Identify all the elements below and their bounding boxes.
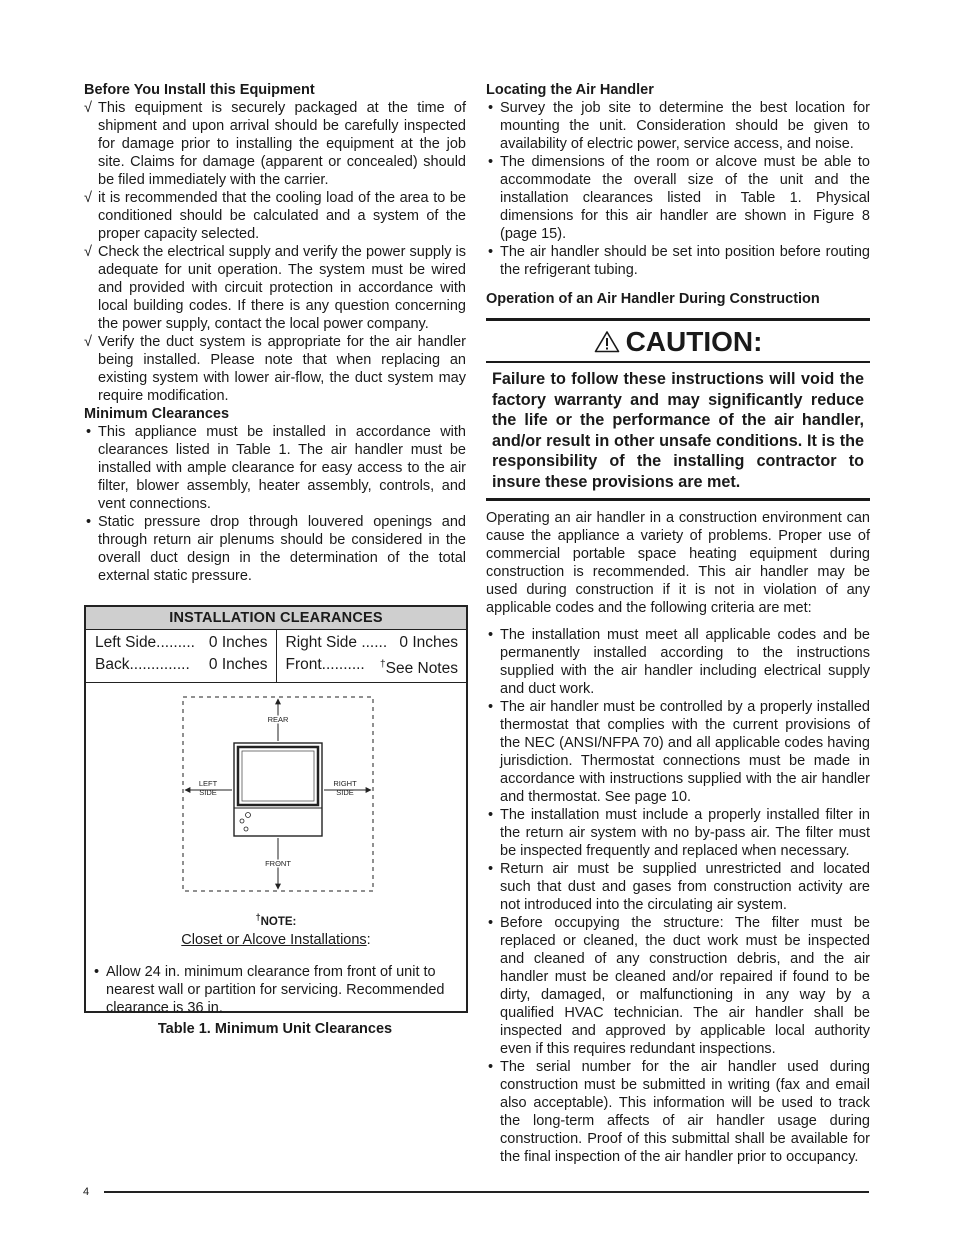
clearance-cell-right <box>276 630 467 682</box>
dagger-mark: † <box>255 912 261 923</box>
operation-heading: Operation of an Air Handler During Construction <box>486 291 820 307</box>
warning-icon <box>594 330 620 353</box>
left-side-diagram-label-2: SIDE <box>199 788 217 798</box>
left-column <box>84 81 466 585</box>
clearance-diagram <box>86 683 466 908</box>
right-side-label: Right Side ...... <box>285 634 388 651</box>
list-item: • The air handler should be set into position before routing the refrigerant tubing. <box>486 243 870 279</box>
construction-intro: Operating an air handler in a construction environment can cause the appliance a variety of problems. Proper use of commercial portable space heating equipment during construction is recommended. This air handler may be used during construction if it is not in violation of any applicable codes and the following criteria are met: <box>486 510 870 616</box>
front-label: Front.......... <box>285 656 365 673</box>
before-install-heading: Before You Install this Equipment <box>84 82 315 98</box>
list-item: • The air handler must be controlled by a properly installed thermostat that complies with the current provisions of the NEC (ANSI/NFPA 70) and all applicable codes having jurisdiction. Thermostat connections must be made in accordance with instructions supplied with the air handler and thermostat. See page 10. <box>486 698 870 806</box>
list-item: • The dimensions of the room or alcove must be able to accommodate the overall size of the unit and the installation clearances listed in Table 1. Physical dimensions for this air handler are shown in Figure 8 (page 15). <box>486 153 870 243</box>
table-caption: Table 1. Minimum Unit Clearances <box>157 1021 393 1037</box>
front-diagram-label: FRONT <box>265 859 291 869</box>
caution-text: Failure to follow these instructions will void the factory warranty and may significantly reduce the life or the performance of the air handler, and/or result in other unsafe conditions. It is the responsibility of the installing contractor to insure these provisions are met. <box>492 370 864 491</box>
right-side-diagram-label: RIGHT <box>333 779 357 789</box>
list-item: • Return air must be supplied unrestricted and located such that dust and gases from construction activity are not introduced into the circulating air system. <box>486 860 870 914</box>
list-item: √ Check the electrical supply and verify the power supply is adequate for unit operation. The system must be wired and provided with circuit protection in accordance with local building codes. If there is any question concerning the power supply, contact the local power company. <box>84 243 466 333</box>
list-item: • The installation must meet all applicable codes and be permanently installed according to the instructions supplied with the air handler including electrical supply and duct work. <box>486 626 870 698</box>
locating-heading: Locating the Air Handler <box>486 82 654 98</box>
list-item: • Before occupying the structure: The filter must be replaced or cleaned, the duct work must be inspected and cleaned of any construction debris, and the air handler must be cleaned and/or repaired if found to be dirty, damaged, or malfunctioning in any way by a qualified HVAC technician. The air handler shall be inspected and approved by applicable local authority even if this requires redundant inspections. <box>486 914 870 1058</box>
list-item: • This appliance must be installed in accordance with clearances listed in Table 1. The air handler must be installed with ample clearance for easy access to the air filter, blower assembly, heater assembly, controls, and vent connections. <box>84 423 466 513</box>
dagger-mark: † <box>380 659 386 670</box>
note-list <box>86 963 466 1017</box>
page-number: 4 <box>83 1186 90 1198</box>
right-column <box>486 81 870 1166</box>
right-side-diagram-label-2: SIDE <box>336 788 354 798</box>
right-side-value: 0 Inches <box>399 634 458 651</box>
clearance-table <box>84 605 468 1017</box>
table-note <box>86 908 466 1017</box>
table-header: INSTALLATION CLEARANCES <box>86 607 466 630</box>
list-item: • Allow 24 in. minimum clearance from front of unit to nearest wall or partition for servicing. Recommended clearance is 36 in. <box>92 963 462 1017</box>
unit-diagram <box>86 683 466 908</box>
left-side-label: Left Side......... <box>95 634 195 651</box>
list-item: • Static pressure drop through louvered openings and through return air plenums should be considered in the overall duct design in the determination of the total external static pressure. <box>84 513 466 585</box>
list-item: • The installation must include a properly installed filter in the return air system with no by-pass air. The filter must be inspected frequently and replaced when necessary. <box>486 806 870 860</box>
caution-title: CAUTION: <box>486 321 870 363</box>
closet-title: Closet or Alcove Installations: <box>181 931 371 948</box>
list-item: • Survey the job site to determine the best location for mounting the unit. Consideration should be given to availability of electric power, service access, and noise. <box>486 99 870 153</box>
locating-list <box>486 99 870 279</box>
back-value: 0 Inches <box>208 656 268 673</box>
before-install-list <box>84 99 466 405</box>
note-title: †NOTE: <box>255 912 297 928</box>
list-item: √ This equipment is securely packaged at the time of shipment and upon arrival should be carefully inspected for damage prior to installing the equipment at the job site. Claims for damage (apparent or concealed) should be filed immediately with the carrier. <box>84 99 466 189</box>
caution-box <box>486 318 870 501</box>
rear-label: REAR <box>267 715 289 725</box>
list-item: • The serial number for the air handler used during construction must be submitted in writing (fax and email also acceptable). This information will be used to track the long-term affects of air handler usage during construction. Proof of this submittal shall be available for the final inspection of the air handler prior to occupancy. <box>486 1058 870 1166</box>
front-value: See Notes <box>385 660 458 678</box>
min-clearances-heading: Minimum Clearances <box>84 406 230 422</box>
list-item: √ Verify the duct system is appropriate for the air handler being installed. Please note that when replacing an existing system with lower air-flow, the duct system may require modification. <box>84 333 466 405</box>
clearance-cell-left <box>86 630 276 682</box>
list-item: √ it is recommended that the cooling load of the area to be conditioned should be calculated and a system of the proper capacity selected. <box>84 189 466 243</box>
left-side-value: 0 Inches <box>208 634 268 651</box>
footer-rule <box>104 1191 869 1193</box>
unit-outline <box>234 743 322 836</box>
left-side-diagram-label: LEFT <box>198 779 218 789</box>
construction-criteria-list <box>486 626 870 1166</box>
clearance-values <box>86 630 466 683</box>
back-label: Back.............. <box>95 656 190 673</box>
min-clearances-list <box>84 423 466 585</box>
